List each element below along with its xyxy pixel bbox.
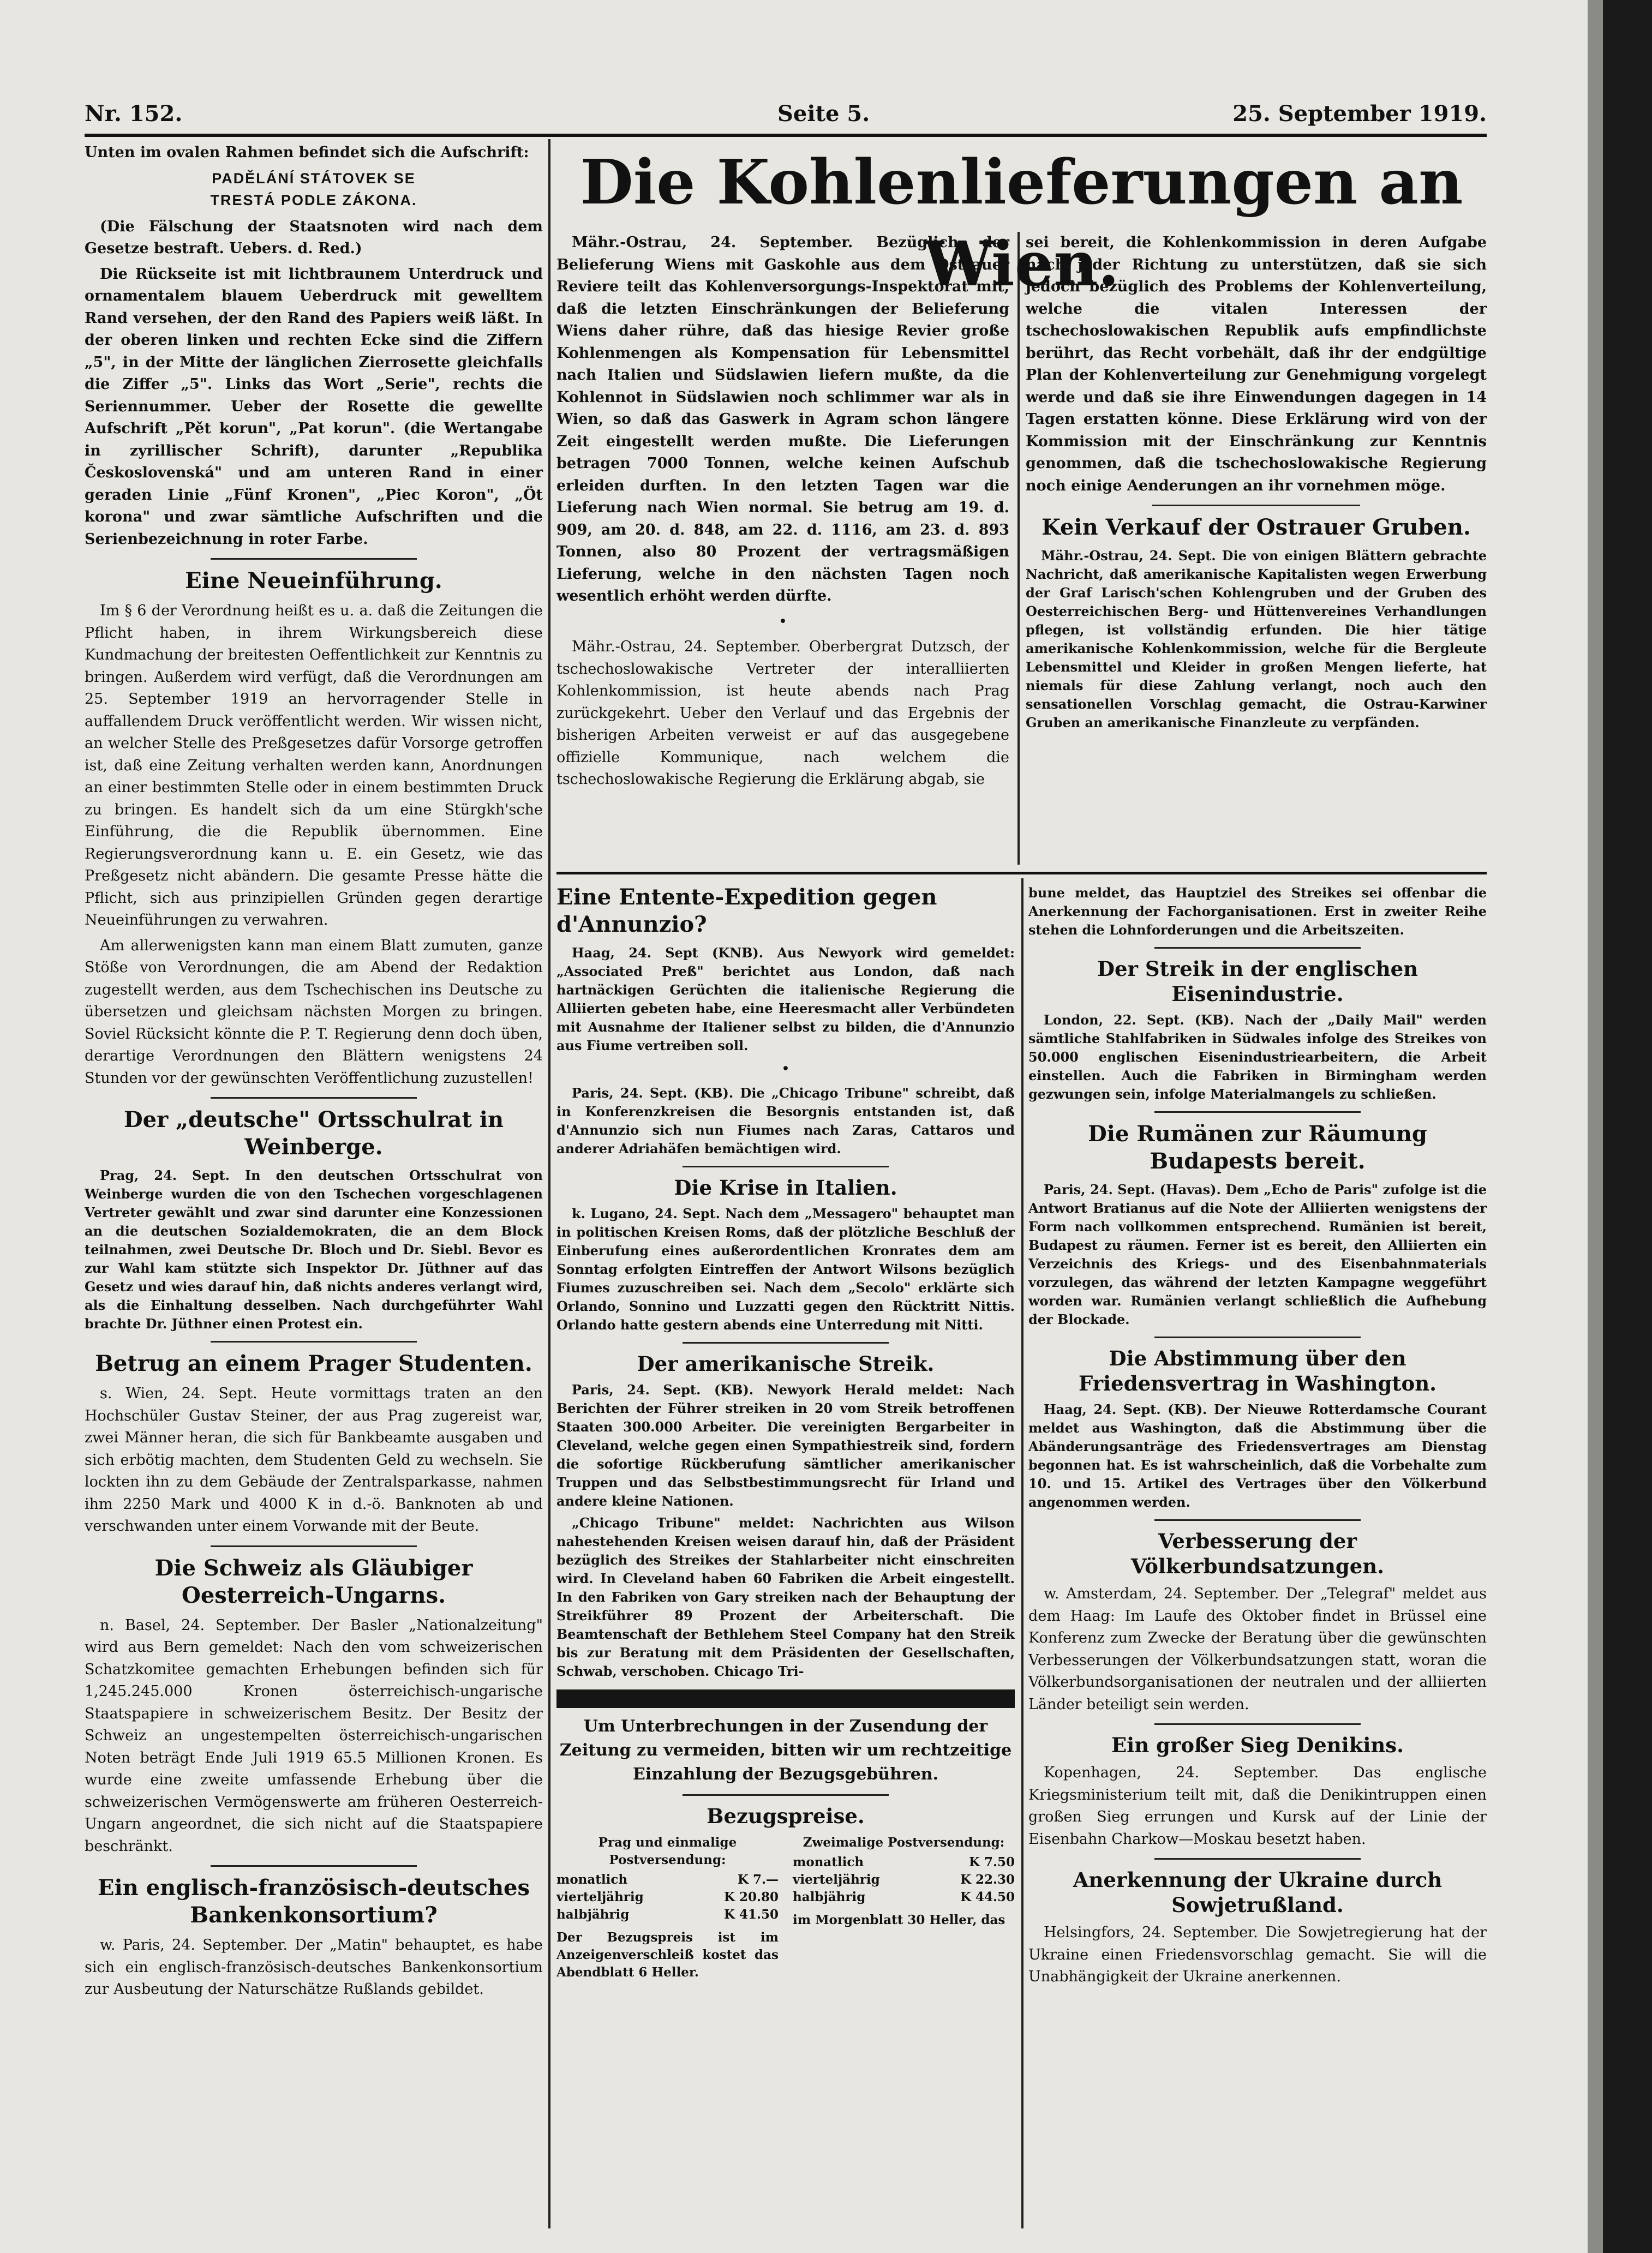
black-bar bbox=[556, 1689, 1015, 1708]
headline-krise: Die Krise in Italien. bbox=[674, 1175, 897, 1200]
column-middle-bottom bbox=[556, 884, 1015, 1981]
headline-bankenkonsortium: Ein englisch-französisch-deutsches Bankenkonsortium? bbox=[98, 1875, 530, 1928]
issue-number: Nr. 152. bbox=[85, 101, 183, 127]
divider bbox=[683, 1794, 889, 1796]
article-paragraph: w. Amsterdam, 24. September. Der „Telegraf" meldet aus dem Haag: Im Laufe des Oktober findet in Brüssel eine Konferenz zum Zwecke der Beratung über die gewünschten Verbesserungen der Völkerbundsatzungen statt, woran die Völkerbundsorganisationen der neutralen und der alliierten Länder beteiligt sein werden. bbox=[1028, 1585, 1487, 1713]
article-paragraph: n. Basel, 24. September. Der Basler „Nationalzeitung" wird aus Bern gemeldet: Nach den vom schweizerischen Schatzkomitee gemachten Erhebungen befinden sich für 1,245.245.000 Kronen österreichisch-ungarische Staatspapiere in schweizerischem Besitz. Der Besitz der Schweiz an ungestempelten österreichisch-ungarischen Noten beträgt Ende Juli 1919 65.5 Millionen Kronen. Es wurde eine zweite umfassende Erhebung über die schweizerischen Vermögenswerte am früheren Oesterreich-Ungarn angeordnet, die sich nicht auf die Staatspapiere beschränkt. bbox=[85, 1616, 543, 1855]
headline-bezugspreise: Bezugspreise. bbox=[707, 1803, 865, 1828]
article-paragraph: Mähr.-Ostrau, 24. Sept. Die von einigen Blättern gebrachte Nachricht, daß amerikanische Kapitalisten wegen Erwerbung der Graf Larisch'schen Kohlengruben und der Gruben des Oesterreichischen Berg- und Hüttenvereines Verhandlungen pflegen, ist vollständig erfunden. Die hier tätige amerikanische Kohlenkommission, welche für die Bergleute Lebensmittel und Kleider in großen Mengen lieferte, hat niemals für diese Zahlung verlangt, noch auch den sensationellen Vorschlag gemacht, die Ostrau-Karwiner Gruben an amerikanische Finanzleute zu verpfänden. bbox=[1026, 548, 1487, 730]
divider bbox=[1154, 1858, 1361, 1860]
main-headline: Die Kohlenlieferungen an Wien. bbox=[580, 147, 1463, 300]
czech-line-1: PADĚLÁNÍ STÁTOVEK SE bbox=[212, 170, 416, 187]
price-column-head: Zweimalige Postversendung: bbox=[803, 1835, 1005, 1850]
price-column-head: Prag und einmalige Postversendung: bbox=[598, 1835, 737, 1867]
scan-edge-black bbox=[1603, 0, 1652, 2253]
article-paragraph: w. Paris, 24. September. Der „Matin" behauptet, es habe sich ein englisch-französisch-deutsches Bankenkonsortium zur Ausbeutung der Naturschätze Rußlands gebildet. bbox=[85, 1937, 543, 1998]
divider bbox=[683, 1342, 889, 1344]
headline-eisenindustrie: Der Streik in der englischen Eisenindustrie. bbox=[1097, 957, 1418, 1006]
article-paragraph: „Chicago Tribune" meldet: Nachrichten aus Wilson nahestehenden Kreisen weisen darauf hin, daß der Präsident bezüglich des Streikes der Stahlarbeiter nicht einschreiten wird. In Cleveland haben 60 Fabriken die Arbeit eingestellt. In den Fabriken von Gary streiken nach der Behauptung der Streikführer 89 Prozent der Arbeiterschaft. Die Beamtenschaft der Bethlehem Steel Company hat den Streik bis zur Beratung mit dem Präsidenten der Gesellschaften, Schwab, verschoben. Chicago Tri- bbox=[556, 1514, 1015, 1679]
headline-abstimmung: Die Abstimmung über den Friedensvertrag in Washington. bbox=[1079, 1346, 1436, 1395]
price-column-double bbox=[793, 1834, 1015, 1981]
headline-denikin: Ein großer Sieg Denikins. bbox=[1111, 1733, 1404, 1757]
article-paragraph: Helsingfors, 24. September. Die Sowjetregierung hat der Ukraine einen Friedensvorschlag gemacht. Sie will die Unabhängigkeit der Ukraine anerkennen. bbox=[1028, 1924, 1487, 1985]
headline-schweiz: Die Schweiz als Gläubiger Oesterreich-Ungarns. bbox=[154, 1555, 473, 1608]
scan-edge-gray bbox=[1588, 0, 1603, 2253]
divider bbox=[211, 1545, 417, 1547]
article-paragraph: Mähr.-Ostrau, 24. September. Oberbergrat Dutzsch, der tschechoslowakische Vertreter der interalliierten Kohlenkommission, ist heute abends nach Prag zurückgekehrt. Ueber den Verlauf und das Ergebnis der bisherigen Arbeiten verweist er auf das ausgegebene offizielle Kommunique, nach welchem die tschechoslowakische Regierung die Erklärung abgab, sie bbox=[556, 638, 1009, 788]
subscription-notice: Um Unterbrechungen in der Zusendung der Zeitung zu vermeiden, bitten wir um rechtzeitige Einzahlung der Bezugsgebühren. bbox=[559, 1716, 1012, 1784]
price-note: im Morgenblatt 30 Heller, das bbox=[793, 1912, 1005, 1927]
bullet-separator: • bbox=[779, 613, 787, 630]
divider bbox=[1152, 505, 1360, 506]
column-left bbox=[85, 142, 543, 2004]
divider bbox=[1154, 1337, 1361, 1338]
divider bbox=[1154, 1519, 1361, 1521]
price-row: halbjährig K 44.50 bbox=[793, 1889, 1015, 1904]
divider bbox=[1154, 1723, 1361, 1725]
column-right-bottom bbox=[1028, 884, 1487, 1992]
section-rule bbox=[556, 872, 1487, 874]
article-paragraph: Paris, 24. Sept. (KB). Die „Chicago Tribune" schreibt, daß in Konferenzkreisen die Besorgnis entstanden ist, daß d'Annunzio sich nun Fiumes nach Zaras, Cattaros und anderer Adriahäfen bemächtigen wird. bbox=[556, 1084, 1015, 1157]
headline-entente: Eine Entente-Expedition gegen d'Annunzio? bbox=[556, 884, 937, 937]
price-column-single bbox=[556, 1834, 779, 1981]
article-paragraph: Haag, 24. Sept (KNB). Aus Newyork wird gemeldet: „Associated Preß" berichtet aus London, daß nach hartnäckigen Gerüchten die italienische Regierung die Alliierten gebeten habe, eine Heeresmacht aller Verbündeten mit Ausnahme der Italiener selbst zu bilden, die d'Annunzio aus Fiume vertreiben soll. bbox=[556, 945, 1015, 1053]
ornament-intro: Unten im ovalen Rahmen befindet sich die Aufschrift: bbox=[85, 144, 529, 161]
divider bbox=[211, 558, 417, 560]
article-paragraph: Paris, 24. Sept. (KB). Newyork Herald meldet: Nach Berichten der Führer streiken in 20 vom Streik betroffenen Staaten 300.000 Arbeiter. Die vereinigten Bergarbeiter in Cleveland, welche gegen einen Sympathiestreik sind, fordern die sofortige Rückberufung sämtlicher amerikanischer Truppen und das Selbstbestimmungsrecht für Irland und andere kleine Nationen. bbox=[556, 1381, 1015, 1509]
headline-streik: Der amerikanische Streik. bbox=[637, 1351, 935, 1376]
banknote-description: Die Rückseite ist mit lichtbraunem Unterdruck und ornamentalem blauem Ueberdruck mit gewelltem Rand versehen, der den Rand des Papiers weiß läßt. In der oberen linken und rechten Ecke sind die Ziffern „5", in der Mitte der länglichen Zierrosette gleichfalls die Ziffer „5". Links das Wort „Serie", rechts die Seriennummer. Ueber der Rosette die gewellte Aufschrift „Pět korun", „Pat korun". (die Wertangabe in zyrillischer Schrift), darunter „Republika Československá" und am unteren Rand in einer geraden Linie „Fünf Kronen", „Piec Koron", „Öt korona" und zwar sämtliche Aufschriften und die Serienbezeichnung in roter Farbe. bbox=[85, 265, 543, 548]
article-paragraph: Am allerwenigsten kann man einem Blatt zumuten, ganze Stöße von Verordnungen, die am Abend der Redaktion zugestellt werden, aus dem Tschechischen ins Deutsche zu übersetzen und gleichsam nächsten Morgen zu bringen. Soviel Rücksicht könnte die P. T. Regierung denn doch üben, derartige Verordnungen den Blättern wenigstens 24 Stunden vor der gewünschten Veröffentlichung zuzustellen! bbox=[85, 937, 543, 1087]
divider bbox=[211, 1341, 417, 1343]
article-paragraph: Prag, 24. Sept. In den deutschen Ortsschulrat von Weinberge wurden die von den Tschechen vorgeschlagenen Vertreter gewählt und zwar sind darunter eine Konzessionen an die deutschen Sozialdemokraten, die an dem Block teilnahmen, zwei Deutsche Dr. Bloch und Dr. Siebl. Bevor es zur Wahl kam stützte sich Inspektor Dr. Jüthner auf das Gesetz und wies darauf hin, daß nichts anderes verlangt wird, als die Einhaltung desselben. Nach durchgeführter Wahl brachte Dr. Jüthner einen Protest ein. bbox=[85, 1167, 543, 1332]
headline-neueinfuehrung: Eine Neueinführung. bbox=[185, 568, 442, 594]
price-note: Der Bezugspreis ist im Anzeigenverschleiß kostet das Abendblatt 6 Heller. bbox=[556, 1930, 779, 1980]
page-number: Seite 5. bbox=[777, 101, 870, 127]
price-row: monatlich K 7.50 bbox=[793, 1854, 1015, 1869]
price-table bbox=[556, 1834, 1015, 1981]
column-right-top bbox=[1026, 232, 1487, 735]
column-divider-2 bbox=[1017, 232, 1020, 865]
headline-ortsschulrat: Der „deutsche" Ortsschulrat in Weinberge. bbox=[123, 1107, 504, 1160]
column-divider-1 bbox=[548, 139, 550, 2228]
article-paragraph: Mähr.-Ostrau, 24. September. Bezüglich der Belieferung Wiens mit Gaskohle aus dem Ostrauer Reviere teilt das Kohlenversorgungs-Inspektorat mit, daß die letzten Einschränkungen der Belieferung Wiens daher rühre, daß das hiesige Revier große Kohlenmengen als Kompensation für Lebensmittel nach Italien und Südslawien liefern mußte, da die Kohlennot in Südslawien noch schlimmer war als in Wien, so daß das Gaswerk in Agram schon längere Zeit eingestellt werden mußte. Die Lieferungen betragen 7000 Tonnen, welche keinen Aufschub erleiden durften. In den letzten Tagen war die Lieferung nach Wien normal. Sie betrug am 19. d. 909, am 20. d. 848, am 22. d. 1116, am 23. d. 893 Tonnen, also 80 Prozent der vertragsmäßigen Lieferung, welche in den nächsten Tagen noch wesentlich erhöht werden dürfte. bbox=[556, 234, 1009, 604]
headline-ukraine: Anerkennung der Ukraine durch Sowjetrußland. bbox=[1073, 1868, 1442, 1917]
price-row: monatlich K 7.— bbox=[556, 1872, 779, 1887]
column-divider-3 bbox=[1021, 878, 1023, 2228]
page-header bbox=[85, 95, 1487, 134]
bullet-separator: • bbox=[781, 1060, 790, 1077]
divider bbox=[1154, 1111, 1361, 1113]
price-row: vierteljährig K 22.30 bbox=[793, 1872, 1015, 1887]
article-paragraph: Kopenhagen, 24. September. Das englische Kriegsministerium teilt mit, daß die Denikintruppen einen großen Sieg errungen und Kursk auf der Linie der Eisenbahn Charkow—Moskau besetzt haben. bbox=[1028, 1764, 1487, 1848]
issue-date: 25. September 1919. bbox=[1232, 101, 1487, 127]
column-middle-top bbox=[556, 232, 1009, 794]
divider bbox=[211, 1097, 417, 1099]
price-row: halbjährig K 41.50 bbox=[556, 1907, 779, 1922]
article-paragraph: bune meldet, das Hauptziel des Streikes sei offenbar die Anerkennung der Fachorganisationen. Erst in zweiter Reihe stehen die Lohnforderungen und die Arbeitszeiten. bbox=[1028, 885, 1487, 938]
czech-line-2: TRESTÁ PODLE ZÁKONA. bbox=[210, 192, 417, 208]
headline-voelkerbund: Verbesserung der Völkerbundsatzungen. bbox=[1130, 1529, 1385, 1578]
article-paragraph: Im § 6 der Verordnung heißt es u. a. daß die Zeitungen die Pflicht haben, in ihrem Wirkungsbereich diese Kundmachung der breitesten Oeffentlichkeit zur Kenntnis zu bringen. Außerdem wird verfügt, daß die Verordnungen am 25. September 1919 an hervorragender Stelle in auffallendem Druck veröffentlicht werden. Wir wissen nicht, an welcher Stelle des Preßgesetzes dafür Vorsorge getroffen ist, daß eine Zeitung verhalten werden kann, Anordnungen an einer bestimmten Stelle oder in einem bestimmten Druck zu bringen. Es handelt sich da um eine Stürgkh'sche Einführung, die die Republik übernommen. Eine Regierungsverordnung kann u. E. ein Gesetz, wie das Preßgesetz nicht abändern. Die gesamte Presse hätte die Pflicht, sich aus prinzipiellen Gründen gegen derartige Neueinführungen zu verwahren. bbox=[85, 602, 543, 928]
article-paragraph: Paris, 24. Sept. (Havas). Dem „Echo de Paris" zufolge ist die Antwort Bratianus auf die Note der Alliierten wenigstens der Form nach vollkommen entsprechend. Rumänien ist bereit, Budapest zu räumen. Ferner ist es bereit, den Alliierten ein Verzeichnis des Kriegs- und des Eisenbahnmaterials vorzulegen, das während der letzten Kampagne weggeführt worden war. Rumänien verlangt schließlich die Aufhebung der Blockade. bbox=[1028, 1182, 1487, 1327]
headline-verkauf: Kein Verkauf der Ostrauer Gruben. bbox=[1042, 514, 1471, 540]
divider bbox=[1154, 947, 1361, 949]
article-paragraph: s. Wien, 24. Sept. Heute vormittags traten an den Hochschüler Gustav Steiner, der aus Prag zugereist war, zwei Männer heran, die sich für Bankbeamte ausgaben und sich erbötig machten, dem Studenten Geld zu wechseln. Sie lockten ihn zu dem Gebäude der Zentralsparkasse, nahmen ihm 2250 Mark und 4000 K in d.-ö. Banknoten ab und verschwanden unter einem Vorwande mit der Beute. bbox=[85, 1385, 543, 1535]
divider bbox=[683, 1166, 889, 1167]
divider bbox=[211, 1865, 417, 1867]
translation-note: (Die Fälschung der Staatsnoten wird nach dem Gesetze bestraft. Uebers. d. Red.) bbox=[85, 218, 543, 257]
article-paragraph: London, 22. Sept. (KB). Nach der „Daily Mail" werden sämtliche Stahlfabriken in Südwales infolge des Streikes von 50.000 englischen Eisenindustriearbeitern, die Arbeit einstellen. Auch die Fabriken in Birmingham werden gezwungen sein, infolge Materialmangels zu schließen. bbox=[1028, 1012, 1487, 1102]
article-paragraph: sei bereit, die Kohlenkommission in deren Aufgabe nach jeder Richtung zu unterstützen, daß sie sich jedoch bezüglich des Problems der Kohlenverteilung, welche die vitalen Interessen der tschechoslowakischen Republik aufs empfindlichste berührt, das Recht vorbehält, daß ihr der endgültige Plan der Kohlenverteilung zur Genehmigung vorgelegt werde und daß sie ihre Einwendungen dagegen in 14 Tagen erstatten könne. Diese Erklärung wird von der Kommission mit der Einschränkung zur Kenntnis genommen, daß die tschechoslowakische Regierung noch einige Aenderungen an ihr vornehmen möge. bbox=[1026, 234, 1487, 494]
header-rule bbox=[85, 134, 1487, 137]
article-paragraph: Haag, 24. Sept. (KB). Der Nieuwe Rotterdamsche Courant meldet aus Washington, daß die Abstimmung über die Abänderungsanträge des Friedensvertrages am Dienstag begonnen hat. Es ist wahrscheinlich, daß die Vorbehalte zum 10. und 15. Artikel des Vertrages über den Völkerbund angenommen werden. bbox=[1028, 1401, 1487, 1510]
article-paragraph: k. Lugano, 24. Sept. Nach dem „Messagero" behauptet man in politischen Kreisen Roms, daß der plötzliche Beschluß der Einberufung eines außerordentlichen Kronrates dem am Sonntag erfolgten Eintreffen der Antwort Wilsons bezüglich Fiumes zuzuschreiben sei. Nach dem „Secolo" erklärte sich Orlando, Sonnino und Luzzatti gegen den Rücktritt Nittis. Orlando hatte gestern abends eine Unterredung mit Nitti. bbox=[556, 1205, 1015, 1333]
headline-betrug: Betrug an einem Prager Studenten. bbox=[95, 1351, 532, 1376]
headline-rumaenen: Die Rumänen zur Räumung Budapests bereit. bbox=[1088, 1121, 1427, 1174]
price-row: vierteljährig K 20.80 bbox=[556, 1889, 779, 1904]
